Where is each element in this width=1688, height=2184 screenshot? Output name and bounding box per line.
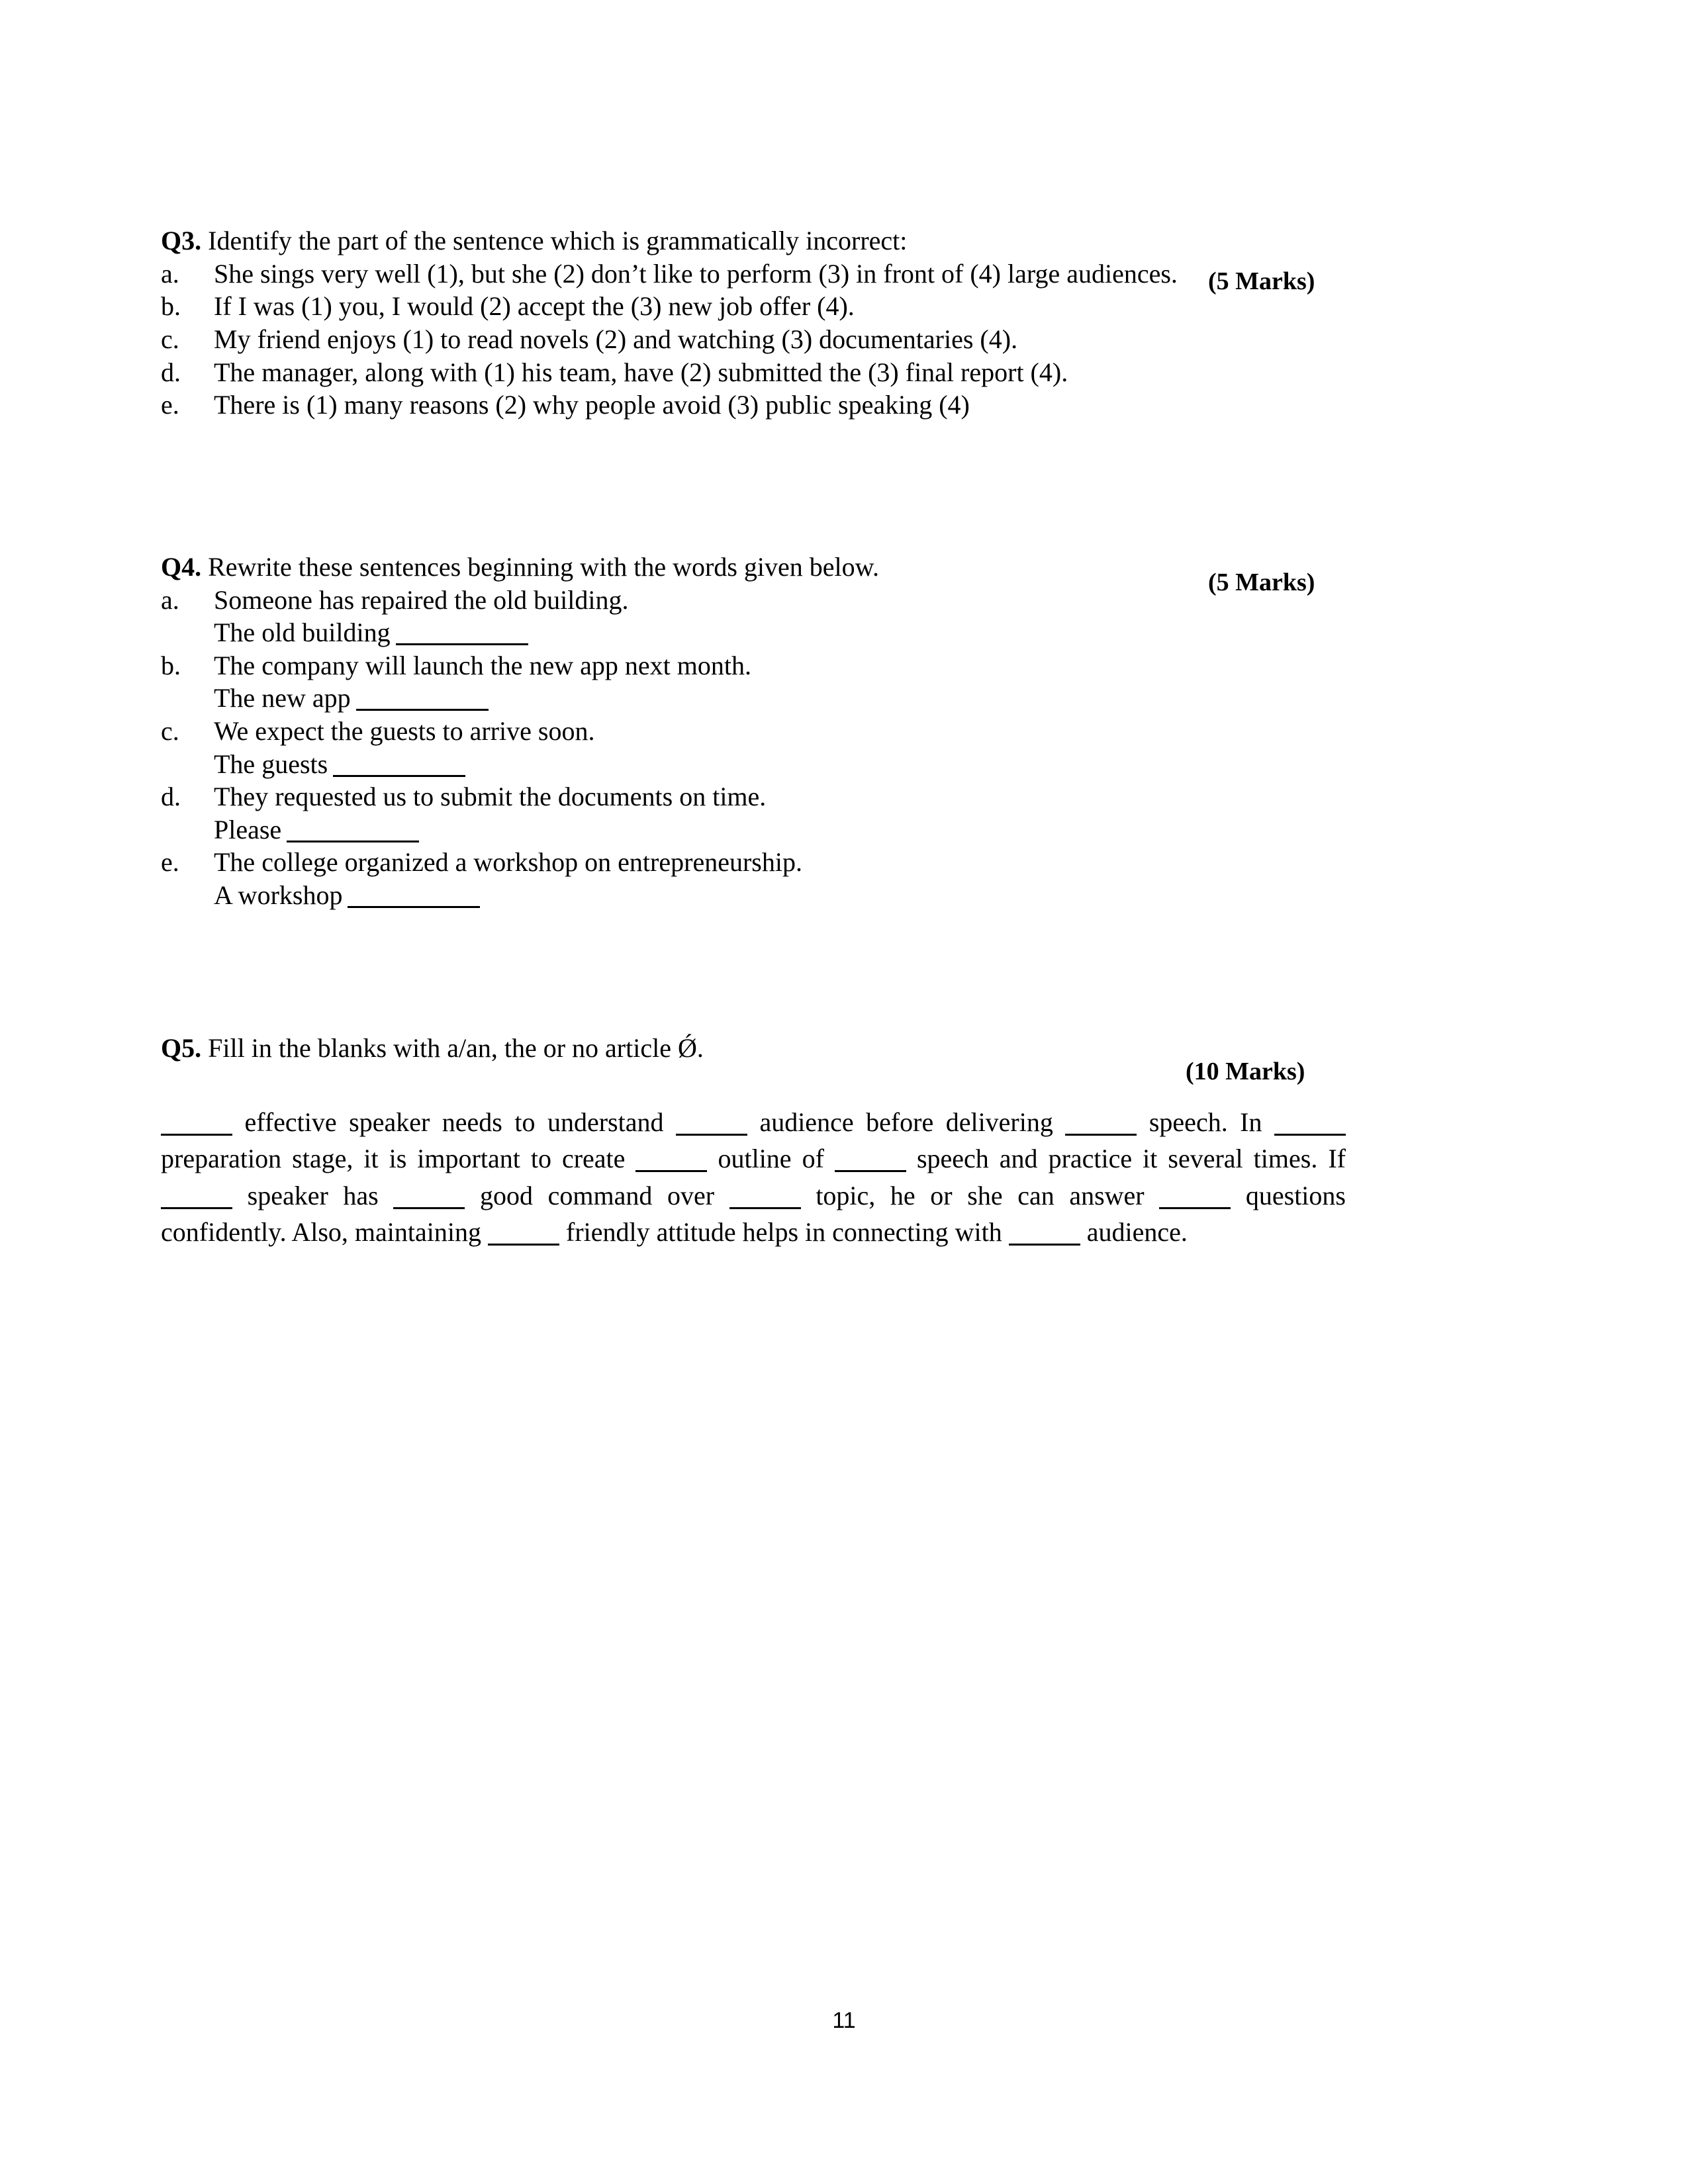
list-item-marker: c. xyxy=(161,324,179,354)
list-item-label: There is (1) many reasons (2) why people avoid (3) public speaking (4) xyxy=(214,390,970,420)
list-item-marker: d. xyxy=(161,357,181,387)
answer-stem: Please xyxy=(214,814,282,844)
answer-blank[interactable] xyxy=(356,709,489,711)
question-q4-heading xyxy=(161,551,1362,596)
question-q4-marks: (5 Marks) xyxy=(1208,568,1315,596)
answer-stem: The new app xyxy=(214,683,351,713)
list-item-label: The company will launch the new app next month. xyxy=(214,650,752,680)
cloze-blank[interactable] xyxy=(1065,1134,1137,1136)
answer-blank[interactable] xyxy=(348,906,480,908)
answer-stem: A workshop xyxy=(214,880,343,910)
cloze-text: speech. In xyxy=(1137,1107,1274,1138)
cloze-text: outline of xyxy=(707,1144,835,1174)
cloze-text: friendly attitude helps in connecting with xyxy=(559,1216,1009,1247)
cloze-blank[interactable] xyxy=(729,1207,801,1209)
question-q3-number: Q3. xyxy=(161,226,202,255)
list-item xyxy=(161,846,1246,879)
cloze-blank[interactable] xyxy=(161,1134,232,1136)
cloze-blank[interactable] xyxy=(488,1244,559,1246)
list-item-label: The college organized a workshop on entrepreneurship. xyxy=(214,847,802,878)
answer-blank[interactable] xyxy=(287,841,419,842)
answer-stem: The old building xyxy=(214,617,391,648)
answer-line xyxy=(161,748,1246,781)
cloze-text: questions confidently. Also, maintaining xyxy=(161,1180,1346,1247)
cloze-blank[interactable] xyxy=(1009,1244,1080,1246)
list-item-marker: a. xyxy=(161,258,179,289)
list-item xyxy=(161,715,1246,748)
cloze-blank[interactable] xyxy=(1159,1207,1231,1209)
answer-line xyxy=(161,682,1246,715)
list-item-label: We expect the guests to arrive soon. xyxy=(214,715,595,746)
cloze-text: speech and practice it several times. If xyxy=(906,1144,1346,1174)
cloze-text: speaker has xyxy=(232,1180,394,1210)
list-item-label: The manager, along with (1) his team, have (2) submitted the (3) final report (4). xyxy=(214,357,1068,387)
cloze-text: topic, he or she can answer xyxy=(800,1180,1160,1210)
answer-line xyxy=(161,813,1246,846)
question-q3-marks: (5 Marks) xyxy=(1208,267,1315,295)
list-item-label: She sings very well (1), but she (2) don’t like to perform (3) in front of (4) large audiences. xyxy=(214,258,1178,289)
list-item xyxy=(161,356,1246,389)
question-q4-items xyxy=(161,584,1246,912)
cloze-blank[interactable] xyxy=(635,1170,707,1172)
list-item xyxy=(161,780,1246,813)
question-q4-prompt: Rewrite these sentences beginning with the words given below. xyxy=(208,551,879,582)
list-item-marker: e. xyxy=(161,390,179,420)
answer-line xyxy=(161,616,1246,649)
list-item-marker: b. xyxy=(161,650,181,680)
question-q5-number: Q5. xyxy=(161,1032,202,1063)
list-item-label: If I was (1) you, I would (2) accept the (3) new job offer (4). xyxy=(214,291,855,322)
list-item xyxy=(161,257,1246,291)
answer-line xyxy=(161,879,1246,912)
list-item-label: My friend enjoys (1) to read novels (2) and watching (3) documentaries (4). xyxy=(214,324,1018,354)
list-item-label: They requested us to submit the documents on time. xyxy=(214,782,767,812)
list-item-label: Someone has repaired the old building. xyxy=(214,584,629,615)
cloze-blank[interactable] xyxy=(676,1134,747,1136)
cloze-text: effective speaker needs to understand xyxy=(232,1107,676,1138)
page-content xyxy=(161,0,1362,1277)
list-item xyxy=(161,584,1246,617)
cloze-blank[interactable] xyxy=(161,1207,232,1209)
cloze-blank[interactable] xyxy=(1274,1134,1346,1136)
question-q5-prompt: Fill in the blanks with a/an, the or no article Ǿ. xyxy=(208,1032,704,1063)
question-q5-marks: (10 Marks) xyxy=(1186,1057,1305,1085)
answer-blank[interactable] xyxy=(396,643,528,645)
page-number: 11 xyxy=(832,2008,856,2033)
answer-blank[interactable] xyxy=(333,775,465,777)
list-item-marker: b. xyxy=(161,291,181,322)
cloze-blank[interactable] xyxy=(835,1170,906,1172)
cloze-text: good command over xyxy=(465,1180,729,1210)
question-q5-heading xyxy=(161,1032,1362,1085)
question-q4-number: Q4. xyxy=(161,551,202,582)
question-q3-prompt: Identify the part of the sentence which is grammatically incorrect: xyxy=(208,226,908,255)
list-item xyxy=(161,388,1246,422)
list-item xyxy=(161,649,1246,682)
question-q5-cloze-paragraph xyxy=(161,1104,1346,1250)
cloze-text: audience. xyxy=(1080,1216,1188,1247)
question-q3-options xyxy=(161,257,1246,422)
list-item xyxy=(161,323,1246,356)
list-item xyxy=(161,290,1246,323)
list-item-marker: e. xyxy=(161,847,179,878)
answer-stem: The guests xyxy=(214,749,328,779)
list-item-marker: d. xyxy=(161,782,181,812)
list-item-marker: c. xyxy=(161,715,179,746)
cloze-text: preparation stage, it is important to create xyxy=(161,1144,636,1174)
list-item-marker: a. xyxy=(161,584,179,615)
cloze-text: audience before delivering xyxy=(747,1107,1066,1138)
cloze-blank[interactable] xyxy=(393,1207,465,1209)
